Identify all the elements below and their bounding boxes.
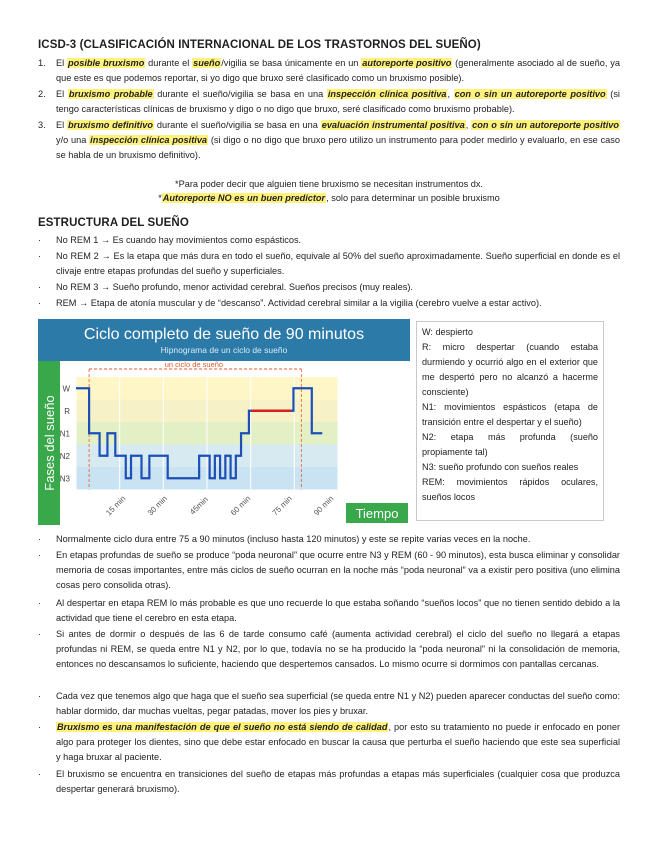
xtick-label: 15 min	[104, 494, 128, 518]
chart-title: Ciclo completo de sueño de 90 minutos	[83, 326, 365, 343]
estructura-item-3: · No REM 3 → Sueño profundo, menor actividad cerebral. Sueños precisos (muy reales).	[38, 282, 413, 292]
legend-n1: N1: movimientos espásticos (etapa de transición entre el despertar y el sueño)	[422, 402, 598, 427]
note-item-7: · El bruxismo se encuentra en transiciones del sueño de etapas más profundas a etapas más superficiales (cualquier cosa que produzca despertar generará bruxismo).	[38, 769, 620, 794]
cycle-annotation: un ciclo de sueño	[164, 360, 224, 369]
icsd-item-3: 3. El bruxismo definitivo durante el sueño/vigilia se basa en una evaluación instrumental positiva, con o sin un autoreporte positivo y/o una inspección clínica positiva (si digo o no digo que bruxo pero utilizo un instrumento para poder medirlo y evaluarlo, en ese caso se habla de un bruxismo definitivo).	[38, 120, 620, 160]
icsd-item-1: 1. El posible bruxismo durante el sueño/vigilia se basa únicamente en un autoreporte positivo (generalmente asociado al de sueño, ya que este es que podemos reportar, si yo digo que bruxo seré clasificado como un bruxismo posible).	[38, 58, 620, 83]
note-item-1: · Normalmente ciclo dura entre 75 a 90 minutos (incluso hasta 120 minutos) y este se repite varias veces en la noche.	[38, 534, 531, 544]
legend-w: W: despierto	[422, 327, 473, 337]
ytick-label: N1	[59, 429, 70, 439]
xtick-label: 60 min	[228, 494, 253, 518]
xtick-label: 75 min	[270, 494, 294, 518]
note-item-5: · Cada vez que tenemos algo que haga que el sueño sea superficial (se queda entre N1 y N2) pueden aparecer conductas del sueño como: hablar dormido, dar muchas vueltas, pegar patadas, mover los pies y bruxar.	[38, 691, 620, 716]
legend-r: R: micro despertar (cuando estaba durmiendo y ocurrió algo en el exterior que me despertó pero no alcanzó a hacerme consciente)	[422, 342, 598, 397]
legend-n3: N3: sueño profundo con sueños reales	[422, 462, 579, 472]
hypnogram-svg	[38, 319, 410, 525]
icsd-item-2: 2. El bruxismo probable durante el sueño/vigilia se basa en una inspección clínica positiva, con o sin un autoreporte positivo (si tengo características clínicas de bruxismo y digo o no digo que bruxo, seré clasificado como bruxismo probable).	[38, 89, 620, 114]
ytick-label: R	[64, 406, 70, 416]
ytick-label: N2	[59, 451, 70, 461]
estructura-item-4: · REM → Etapa de atonía muscular y de “descanso”. Actividad cerebral similar a la vigilia (cerebro vuelve a estar activo).	[38, 298, 542, 308]
xtick-label: 90 min	[312, 494, 336, 518]
ytick-label: N3	[59, 474, 70, 484]
note-item-6: · Bruxismo es una manifestación de que el sueño no está siendo de calidad, por esto su tratamiento no puede ir enfocado en poner algo para proteger los dientes, sino que debe estar enfocado en buscar la causa que perturba el sueño haciendo que este sea superficial y haga bruxar al paciente.	[38, 722, 621, 762]
ytick-label: W	[62, 384, 70, 394]
icsd-note-1: *Para poder decir que alguien tiene bruxismo se necesitan instrumentos dx.	[175, 179, 483, 189]
chart-subtitle: Hipnograma de un ciclo de sueño	[160, 345, 288, 355]
legend-n2: N2: etapa más profunda (sueño propiamente tal)	[422, 432, 598, 457]
chart-xlabel: Tiempo	[355, 506, 399, 521]
legend-rem: REM: movimientos rápidos oculares, sueños locos	[422, 477, 598, 502]
xtick-label: 45min	[188, 494, 210, 517]
estructura-item-1: · No REM 1 → Es cuando hay movimientos como espásticos.	[38, 235, 302, 245]
chart-ylabel: Fases del sueño	[42, 395, 57, 491]
note-item-2: · En etapas profundas de sueño se produce “poda neuronal” que ocurre entre N3 y REM (60 - 90 minutos), esta busca eliminar y consolidar memoria de cosas importantes, entre más ciclos de sueño ocurran en la noche más “poda neuronal” va a existir pero positiva (uno elimina cosas pero consolida otras).	[38, 550, 620, 590]
chart-legend-box	[416, 321, 604, 521]
estructura-title: ESTRUCTURA DEL SUEÑO	[38, 217, 189, 229]
xtick-label: 30 min	[145, 494, 170, 518]
hypnogram-chart	[38, 319, 410, 525]
icsd-title: ICSD-3 (CLASIFICACIÓN INTERNACIONAL DE LOS TRASTORNOS DEL SUEÑO)	[38, 39, 481, 51]
icsd-note-2: *Autoreporte NO es un buen predictor, solo para determinar un posible bruxismo	[158, 193, 500, 203]
note-item-3: · Al despertar en etapa REM lo más probable es que uno recuerde lo que estaba soñando “sueños locos” que no tienen sentido debido a la actividad que tiene el cerebro en esta etapa.	[38, 598, 620, 623]
estructura-item-2: · No REM 2 → Es la etapa que más dura en todo el sueño, equivale al 50% del sueño aproximadamente. Sueño superficial en donde es el clivaje entre etapas profundas del sueño y superficiales.	[38, 251, 620, 276]
note-item-4: · Si antes de dormir o después de las 6 de tarde consumo café (aumenta actividad cerebral) el ciclo del sueño no llegará a etapas profundas ni REM, se queda entre N1 y N2, por lo que, todavía no se ha producido la “poda neuronal” ni la consolidación de memoria, entonces no descansamos lo suficiente, haciendo que despertemos cansados. Lo mismo ocurre si dormimos con pantallas cercanas.	[38, 629, 620, 669]
